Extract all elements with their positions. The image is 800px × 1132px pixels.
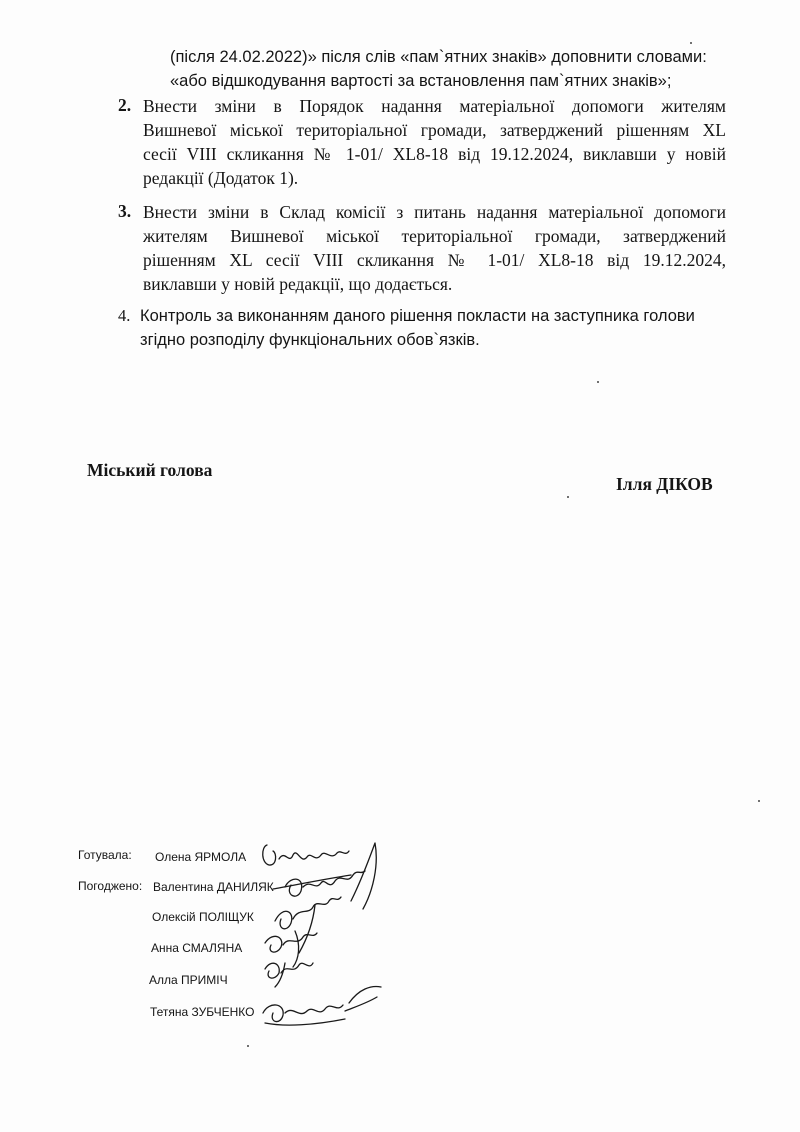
scan-speck — [597, 381, 599, 383]
scan-speck — [690, 42, 692, 44]
continuation-line-1: (після 24.02.2022)» після слів «пам`ятних знаків» доповнити словами: — [170, 48, 707, 66]
prepared-name: Олена ЯРМОЛА — [155, 850, 247, 864]
item-3-line-1: Внести зміни в Склад комісії з питань надання матеріальної допомоги — [143, 202, 726, 222]
item-4-line-1: Контроль за виконанням даного рішення покласти на заступника голови — [140, 307, 695, 325]
item-3-line-3: рішенням XL сесії VIII скликання № 1-01/ XL8-18 від 19.12.2024, — [143, 250, 726, 270]
item-2-line-4: редакції (Додаток 1). — [143, 168, 299, 188]
handwritten-signatures — [255, 835, 395, 1045]
scan-speck — [247, 1045, 249, 1047]
agreed-name-2: Олексій ПОЛІЩУК — [152, 910, 254, 924]
agreed-name-4: Алла ПРИМІЧ — [149, 973, 228, 987]
item-2-line-1: Внести зміни в Порядок надання матеріальної допомоги жителям — [143, 96, 726, 116]
item-2-line-2: Вишневої міської територіальної громади, затверджений рішенням XL — [143, 120, 726, 140]
item-number-2: 2. — [118, 95, 132, 115]
continuation-line-2: «або відшкодування вартості за встановлення пам`ятних знаків»; — [170, 72, 672, 90]
scan-speck — [758, 800, 760, 802]
mayor-title: Міський голова — [87, 460, 213, 480]
item-number-3: 3. — [118, 201, 132, 221]
mayor-name: Ілля ДІКОВ — [616, 474, 713, 494]
item-3-line-2: жителям Вишневої міської територіальної громади, затверджений — [143, 226, 726, 246]
item-number-4: 4. — [118, 306, 131, 325]
prepared-label: Готувала: — [78, 848, 132, 862]
agreed-label: Погоджено: — [78, 879, 143, 893]
agreed-name-1: Валентина ДАНИЛЯК — [153, 880, 274, 894]
scan-speck — [567, 496, 569, 498]
agreed-name-5: Тетяна ЗУБЧЕНКО — [150, 1005, 255, 1019]
agreed-name-3: Анна СМАЛЯНА — [151, 941, 243, 955]
item-2-line-3: сесії VIII скликання № 1-01/ XL8-18 від 19.12.2024, виклавши у новій — [143, 144, 726, 164]
item-4-line-2: згідно розподілу функціональних обов`язків. — [140, 331, 480, 349]
item-3-line-4: виклавши у новій редакції, що додається. — [143, 274, 453, 294]
